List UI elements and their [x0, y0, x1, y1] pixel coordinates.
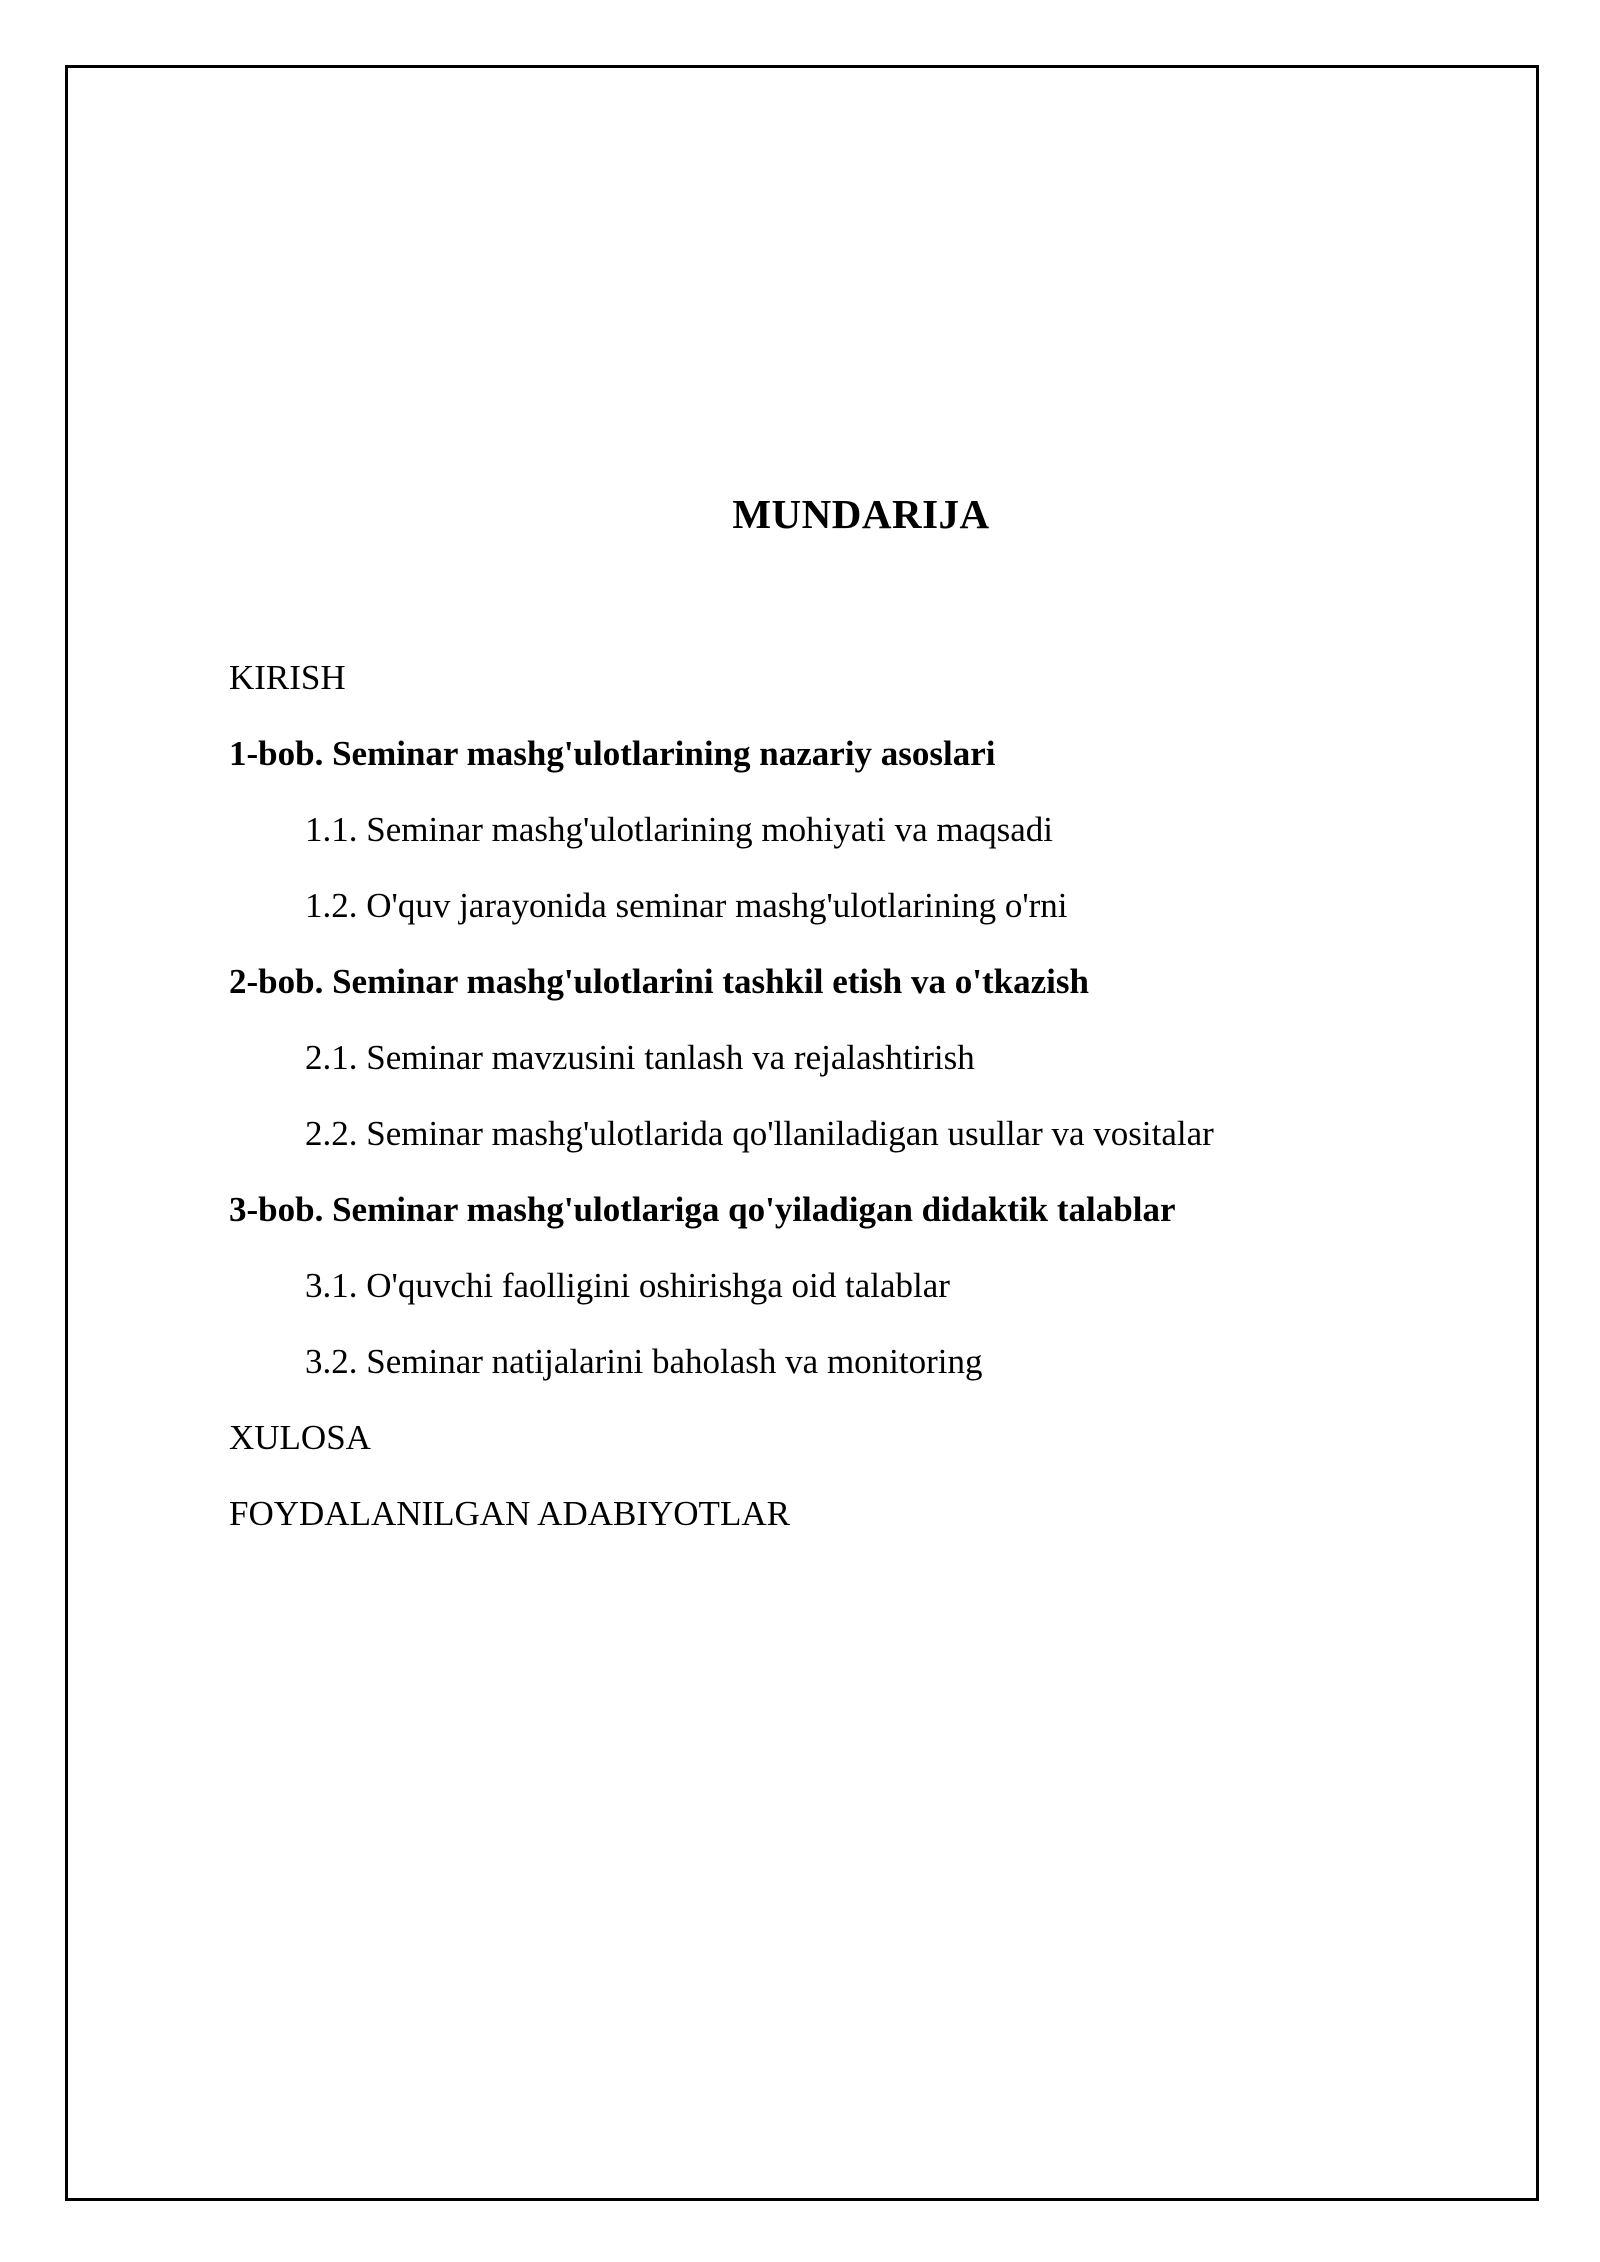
toc-entry-conclusion: XULOSA	[229, 1418, 371, 1457]
toc-entry-references: FOYDALANILGAN ADABIYOTLAR	[229, 1494, 790, 1533]
toc-entry-section-2-1: 2.1. Seminar mavzusini tanlash va rejalashtirish	[305, 1038, 975, 1077]
table-of-contents	[229, 640, 1429, 1552]
toc-entry-section-1-2: 1.2. O'quv jarayonida seminar mashg'ulotlarining o'rni	[305, 886, 1068, 925]
toc-entry-section-3-2: 3.2. Seminar natijalarini baholash va monitoring	[305, 1342, 983, 1381]
page-title: MUNDARIJA	[732, 491, 990, 538]
toc-entry-section-3-1: 3.1. O'quvchi faolligini oshirishga oid talablar	[305, 1266, 950, 1305]
toc-entry-chapter-3: 3-bob. Seminar mashg'ulotlariga qo'yiladigan didaktik talablar	[229, 1190, 1176, 1229]
toc-entry-chapter-2: 2-bob. Seminar mashg'ulotlarini tashkil etish va o'tkazish	[229, 962, 1089, 1001]
toc-entry-introduction: KIRISH	[229, 658, 346, 697]
toc-entry-section-2-2: 2.2. Seminar mashg'ulotlarida qo'llaniladigan usullar va vositalar	[305, 1114, 1214, 1153]
toc-entry-chapter-1: 1-bob. Seminar mashg'ulotlarining nazariy asoslari	[229, 734, 996, 773]
toc-entry-section-1-1: 1.1. Seminar mashg'ulotlarining mohiyati va maqsadi	[305, 810, 1053, 849]
